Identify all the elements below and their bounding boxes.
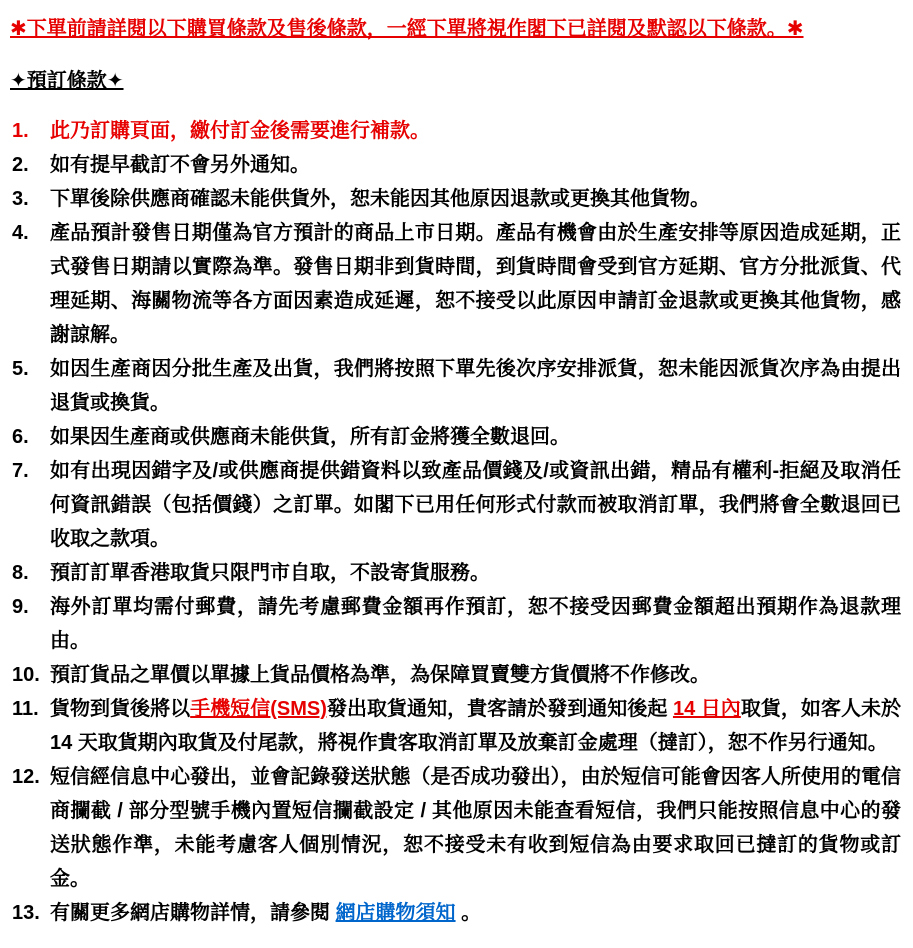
term-item-10	[10, 658, 901, 692]
term-number: 4.	[12, 222, 29, 244]
term-text: 短信經信息中心發出，並會記錄發送狀態（是否成功發出），由於短信可能會因客人所使用的電信商攔截 / 部分型號手機內置短信攔截設定 / 其他原因未能查看短信，我們只能按照信息中心的發送狀態作準，未能考慮客人個別情況，恕不接受未有收到短信為由要求取回已撻訂的貨物或訂金。	[50, 766, 901, 890]
term-number: 10.	[12, 664, 40, 686]
term-number: 1.	[12, 120, 29, 142]
term-text: 此乃訂購頁面，繳付訂金後需要進行補款。	[50, 120, 430, 142]
term-item-6	[10, 420, 901, 454]
term-text: 如有提早截訂不會另外通知。	[50, 154, 310, 176]
term-text: 如果因生產商或供應商未能供貨，所有訂金將獲全數退回。	[50, 426, 570, 448]
term-number: 13.	[12, 902, 40, 924]
term-item-12	[10, 760, 901, 896]
term-number: 11.	[12, 698, 39, 720]
term-text: 如因生產商因分批生產及出貨，我們將按照下單先後次序安排派貨，恕未能因派貨次序為由提出退貨或換貨。	[50, 358, 901, 414]
term-text: 如有出現因錯字及/或供應商提供錯資料以致產品價錢及/或資訊出錯，精品有權利-拒絕及取消任何資訊錯誤（包括價錢）之訂單。如閣下已用任何形式付款而被取消訂單，我們將會全數退回已收取之款項。	[50, 460, 901, 550]
term-item-4	[10, 216, 901, 352]
term-number: 3.	[12, 188, 29, 210]
term-item-13	[10, 896, 901, 930]
term-item-2	[10, 148, 901, 182]
page-title: ✱下單前請詳閱以下購買條款及售後條款，一經下單將視作閣下已詳閱及默認以下條款。✱	[10, 18, 804, 40]
preorder-terms-heading: ✦預訂條款✦	[10, 70, 124, 92]
term-item-7	[10, 454, 901, 556]
term-text: 發出取貨通知，貴客請於發到通知後起	[326, 698, 673, 720]
fourteen-days-highlight: 14 日內	[672, 698, 741, 720]
term-number: 6.	[12, 426, 29, 448]
sms-highlight: 手機短信(SMS)	[190, 698, 327, 720]
term-number: 5.	[12, 358, 29, 380]
term-item-1	[10, 114, 901, 148]
term-number: 7.	[12, 460, 29, 482]
term-text: 下單後除供應商確認未能供貨外，恕未能因其他原因退款或更換其他貨物。	[50, 188, 710, 210]
terms-document	[10, 12, 901, 930]
terms-list	[10, 114, 901, 930]
term-text: 產品預計發售日期僅為官方預計的商品上市日期。產品有機會由於生產安排等原因造成延期，正式發售日期請以實際為準。發售日期非到貨時間，到貨時間會受到官方延期、官方分批派貨、代理延期、海關物流等各方面因素造成延遲，恕不接受以此原因申請訂金退款或更換其他貨物，感謝諒解。	[50, 222, 901, 346]
term-item-11	[10, 692, 901, 760]
term-item-3	[10, 182, 901, 216]
term-number: 2.	[12, 154, 29, 176]
term-number: 9.	[12, 596, 29, 618]
store-shopping-notice-link[interactable]: 網店購物須知	[335, 902, 456, 924]
term-text: 預訂訂單香港取貨只限門市自取，不設寄貨服務。	[50, 562, 490, 584]
term-number: 12.	[12, 766, 40, 788]
term-text: 。	[455, 902, 482, 924]
term-item-5	[10, 352, 901, 420]
term-text: 海外訂單均需付郵費，請先考慮郵費金額再作預訂，恕不接受因郵費金額超出預期作為退款理由。	[50, 596, 901, 652]
term-text: 貨物到貨後將以	[50, 698, 191, 720]
term-number: 8.	[12, 562, 29, 584]
term-item-9	[10, 590, 901, 658]
term-text: 有關更多網店購物詳情，請參閱	[50, 902, 336, 924]
term-item-8	[10, 556, 901, 590]
term-text: 取貨，如客人未於 14 天取貨期內取貨及付尾款，將視作貴客取消訂單及放棄訂金處理（撻訂），恕不作另行通知。	[50, 698, 901, 754]
term-text: 預訂貨品之單價以單據上貨品價格為準，為保障買賣雙方貨價將不作修改。	[50, 664, 710, 686]
